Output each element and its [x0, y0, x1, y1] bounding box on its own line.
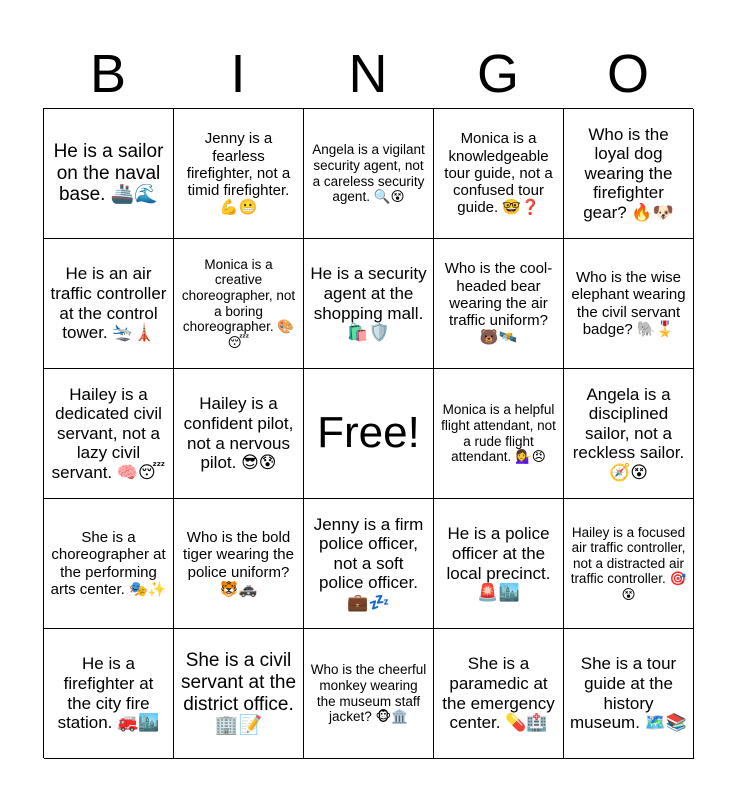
- bingo-cell[interactable]: [44, 629, 174, 759]
- free-text: Free!: [317, 408, 420, 458]
- bingo-cell[interactable]: [304, 629, 434, 759]
- bingo-cell[interactable]: [44, 499, 174, 629]
- cell-text: Angela is a disciplined sailor, not a reckless sailor. 🧭😵: [572, 384, 685, 482]
- bingo-cell[interactable]: [174, 499, 304, 629]
- cell-text: She is a civil servant at the district office. 🏢📝: [180, 649, 297, 737]
- cell-text: Hailey is a focused air traffic controller, not a distracted air traffic controller. 🎯😵: [570, 524, 687, 602]
- bingo-cell[interactable]: [564, 239, 694, 369]
- bingo-cell[interactable]: [44, 369, 174, 499]
- cell-text: He is a police officer at the local precinct. 🚨🏙️: [446, 524, 551, 603]
- cell-text: He is an air traffic controller at the control tower. 🛬🗼: [50, 264, 167, 343]
- header-letter-g: G: [476, 44, 519, 104]
- bingo-cell[interactable]: [304, 109, 434, 239]
- bingo-cell[interactable]: [44, 239, 174, 369]
- header-letter-o: O: [606, 44, 649, 104]
- cell-text: Jenny is a firm police officer, not a soft police officer. 💼💤: [313, 514, 424, 612]
- bingo-cell[interactable]: [564, 499, 694, 629]
- bingo-cell[interactable]: [304, 499, 434, 629]
- header-letter-b: B: [89, 44, 127, 104]
- cell-text: Jenny is a fearless firefighter, not a timid firefighter. 💪😬: [186, 130, 291, 217]
- bingo-cell[interactable]: [434, 369, 564, 499]
- cell-text: He is a firefighter at the city fire station. 🚒🏙️: [57, 654, 160, 733]
- bingo-cell[interactable]: [44, 109, 174, 239]
- bingo-cell[interactable]: [564, 109, 694, 239]
- cell-text: She is a choreographer at the performing arts center. 🎭✨: [50, 529, 167, 598]
- cell-text: Monica is a creative choreographer, not a boring choreographer. 🎨😴: [181, 256, 296, 350]
- bingo-cell[interactable]: [434, 239, 564, 369]
- header-letter-i: I: [230, 44, 246, 104]
- bingo-grid: [43, 108, 693, 758]
- bingo-cell[interactable]: [174, 369, 304, 499]
- cell-text: Who is the cool-headed bear wearing the air traffic uniform? 🐻🛰️: [444, 260, 553, 347]
- bingo-free-cell[interactable]: [304, 369, 434, 499]
- cell-text: Angela is a vigilant security agent, not a careless security agent. 🔍😵: [312, 142, 425, 205]
- cell-text: He is a sailor on the naval base. 🚢🌊: [53, 140, 164, 206]
- bingo-cell[interactable]: [304, 239, 434, 369]
- cell-text: Monica is a helpful flight attendant, not a rude flight attendant. 💁‍♀️😠: [441, 402, 556, 465]
- cell-text: Hailey is a dedicated civil servant, not a lazy civil servant. 🧠😴: [51, 384, 166, 482]
- cell-text: Who is the loyal dog wearing the firefighter gear? 🔥🐶: [583, 124, 674, 222]
- header-letter-n: N: [348, 44, 388, 104]
- cell-text: She is a paramedic at the emergency center. 💊🏥: [442, 654, 555, 733]
- bingo-cell[interactable]: [174, 239, 304, 369]
- cell-text: Who is the cheerful monkey wearing the museum staff jacket? 🐵🏛️: [310, 662, 427, 725]
- bingo-header: [43, 40, 693, 108]
- cell-text: Who is the bold tiger wearing the police uniform? 🐯🚓: [183, 529, 294, 598]
- bingo-cell[interactable]: [174, 109, 304, 239]
- cell-text: Who is the wise elephant wearing the civil servant badge? 🐘🎖️: [571, 269, 686, 338]
- bingo-cell[interactable]: [174, 629, 304, 759]
- bingo-cell[interactable]: [434, 499, 564, 629]
- cell-text: She is a tour guide at the history museum. 🗺️📚: [570, 654, 687, 733]
- cell-text: Monica is a knowledgeable tour guide, not a confused tour guide. 🤓❓: [444, 130, 553, 217]
- bingo-cell[interactable]: [564, 369, 694, 499]
- cell-text: He is a security agent at the shopping mall. 🛍️🛡️: [310, 264, 427, 343]
- bingo-cell[interactable]: [434, 109, 564, 239]
- cell-text: Hailey is a confident pilot, not a nervous pilot. 😎😰: [183, 394, 294, 473]
- bingo-cell[interactable]: [564, 629, 694, 759]
- bingo-cell[interactable]: [434, 629, 564, 759]
